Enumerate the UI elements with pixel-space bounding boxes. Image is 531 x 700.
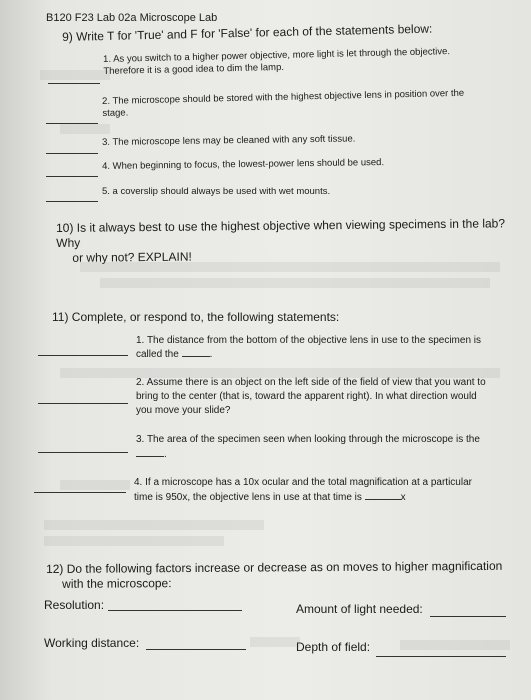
bleed-through-mark (44, 536, 224, 546)
resolution-answer-blank[interactable] (108, 610, 242, 611)
answer-blank-11-2[interactable] (38, 403, 128, 404)
statement-text: bring to the center (that is, toward the apparent right). In what direction would (136, 391, 477, 402)
question-text: or why not? EXPLAIN! (72, 249, 192, 265)
statement-text: 1. As you switch to a higher power objective, more light is let through the objective. (103, 46, 451, 65)
statement-text: 4. If a microscope has a 10x ocular and the total magnification at a particular (134, 477, 472, 488)
statement-9-2 (102, 88, 465, 120)
statement-11-1 (136, 334, 481, 361)
answer-blank-9-1[interactable] (48, 83, 100, 84)
statement-text: 2. The microscope should be stored with the highest objective lens in position over the (102, 87, 465, 107)
answer-blank-11-3[interactable] (38, 452, 128, 453)
question-text: 12) Do the following factors increase or decrease as on moves to higher magnification (46, 558, 503, 576)
statement-9-4: 4. When beginning to focus, the lowest-power lens should be used. (102, 157, 385, 172)
statement-text: 3. The area of the specimen seen when looking through the microscope is the (136, 434, 480, 445)
statement-text: . (164, 449, 167, 460)
bleed-through-mark (250, 637, 300, 647)
bleed-through-mark (400, 640, 510, 650)
statement-text: stage. (102, 107, 129, 119)
answer-blank-11-1[interactable] (38, 355, 128, 356)
question-11-prompt: 11) Complete, or respond to, the following statements: (52, 310, 340, 324)
statement-text: 2. Assume there is an object on the left side of the field of view that you want to (136, 377, 486, 388)
statement-text: . (209, 349, 213, 360)
light-needed-answer-blank[interactable] (430, 616, 506, 617)
statement-11-3 (136, 433, 480, 462)
inline-blank[interactable] (182, 347, 210, 357)
question-12 (46, 559, 502, 592)
question-text: 10) Is it always best to use the highest objective when viewing specimens in the lab? Why (56, 216, 506, 250)
statement-9-3: 3. The microscope lens may be cleaned with any soft tissue. (102, 133, 356, 148)
bleed-through-mark (40, 70, 110, 80)
statement-11-2 (136, 376, 486, 418)
answer-blank-11-4[interactable] (34, 492, 126, 493)
statement-text: 1. The distance from the bottom of the objective lens in use to the specimen is (136, 335, 482, 346)
working-distance-answer-blank[interactable] (146, 649, 246, 650)
question-text: with the microscope: (62, 576, 172, 591)
inline-blank[interactable] (365, 490, 401, 500)
statement-11-4 (134, 476, 472, 505)
bleed-through-mark (100, 278, 490, 288)
bleed-through-mark (60, 480, 130, 490)
statement-9-1 (103, 46, 450, 78)
resolution-label: Resolution: (44, 598, 105, 612)
statement-text: x (400, 492, 406, 503)
page-header: B120 F23 Lab 02a Microscope Lab (46, 12, 218, 24)
statement-text: time is 950x, the objective lens in use at that time is (134, 492, 362, 503)
working-distance-label: Working distance: (44, 636, 140, 650)
bleed-through-mark (80, 262, 500, 272)
bleed-through-mark (60, 124, 110, 134)
depth-of-field-answer-blank[interactable] (376, 656, 506, 657)
statement-text: you move your slide? (136, 405, 231, 416)
inline-blank[interactable] (136, 447, 164, 457)
answer-blank-9-5[interactable] (46, 201, 98, 202)
question-10 (56, 216, 531, 266)
question-9-prompt: 9) Write T for 'True' and F for 'False' for each of the statements below: (62, 21, 433, 44)
statement-text: called the (136, 349, 179, 360)
answer-blank-9-4[interactable] (46, 176, 98, 177)
light-needed-label: Amount of light needed: (296, 602, 423, 616)
answer-blank-9-3[interactable] (46, 153, 98, 154)
bleed-through-mark (44, 520, 264, 530)
answer-blank-9-2[interactable] (46, 123, 98, 124)
statement-text: Therefore it is a good idea to dim the lamp. (103, 61, 285, 77)
statement-9-5: 5. a coverslip should always be used with wet mounts. (102, 186, 331, 197)
depth-of-field-label: Depth of field: (296, 640, 371, 654)
